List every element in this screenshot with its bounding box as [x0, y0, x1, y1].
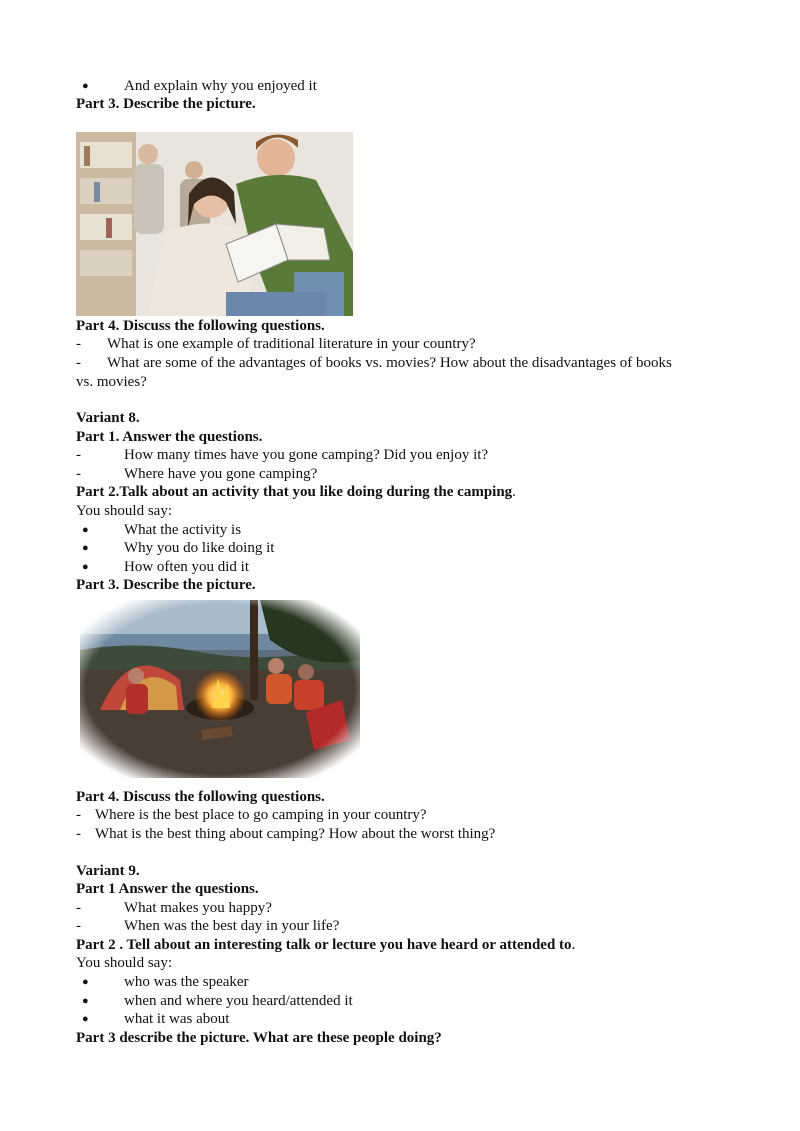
part2-heading: [76, 483, 516, 501]
dash-marker: -: [76, 355, 81, 371]
bullet-marker: ●: [82, 995, 89, 1007]
part2-heading: [76, 936, 575, 954]
you-should-say: You should say:: [76, 503, 172, 519]
question-text: When was the best day in your life?: [124, 918, 340, 934]
part3-heading: Part 3. Describe the picture.: [76, 577, 256, 593]
dash-marker: -: [76, 918, 81, 934]
question-text: Where is the best place to go camping in your country?: [95, 807, 427, 823]
part2-heading-bold: Part 2.Talk about an activity that you like doing during the camping: [76, 484, 513, 500]
bullet-marker: ●: [82, 976, 89, 988]
bullet-marker: ●: [82, 1013, 89, 1025]
bullet-text: What the activity is: [124, 522, 242, 538]
bullet-text: And explain why you enjoyed it: [124, 78, 317, 94]
part1-heading: Part 1 Answer the questions.: [76, 881, 259, 897]
question-text: What are some of the advantages of books vs. movies? How about the disadvantages of books: [107, 355, 672, 371]
part2-heading-bold: Part 2 . Tell about an interesting talk or lecture you have heard or attended to: [76, 937, 572, 953]
bullet-text: Why you do like doing it: [124, 540, 275, 556]
question-text: How many times have you gone camping? Did you enjoy it?: [124, 447, 489, 463]
bullet-marker: ●: [82, 524, 89, 536]
question-text: Where have you gone camping?: [124, 466, 318, 482]
dash-marker: -: [76, 447, 81, 463]
question-text-continued: vs. movies?: [76, 374, 147, 390]
you-should-say: You should say:: [76, 955, 172, 971]
bullet-marker: ●: [82, 561, 89, 573]
question-text: What is the best thing about camping? How about the worst thing?: [95, 826, 496, 842]
dash-marker: -: [76, 826, 81, 842]
bullet-text: How often you did it: [124, 559, 249, 575]
dash-marker: -: [76, 336, 81, 352]
variant-9-title: Variant 9.: [76, 863, 140, 879]
question-text: What makes you happy?: [124, 900, 272, 916]
part2-heading-end: .: [512, 484, 516, 500]
bullet-text: when and where you heard/attended it: [124, 993, 353, 1009]
part1-heading: Part 1. Answer the questions.: [76, 429, 263, 445]
part4-heading: Part 4. Discuss the following questions.: [76, 789, 325, 805]
bullet-text: what it was about: [124, 1011, 230, 1027]
dash-marker: -: [76, 466, 81, 482]
library-reading-photo: [76, 132, 353, 316]
bullet-marker: ●: [82, 542, 89, 554]
part3-heading: Part 3 describe the picture. What are these people doing?: [76, 1030, 442, 1046]
part3-heading: Part 3. Describe the picture.: [76, 96, 256, 112]
variant-8-title: Variant 8.: [76, 410, 140, 426]
campfire-photo: [80, 600, 360, 778]
bullet-marker: ●: [82, 80, 89, 92]
bullet-text: who was the speaker: [124, 974, 249, 990]
part4-heading: Part 4. Discuss the following questions.: [76, 318, 325, 334]
question-text: What is one example of traditional literature in your country?: [107, 336, 476, 352]
dash-marker: -: [76, 807, 81, 823]
part2-heading-end: .: [571, 937, 576, 953]
dash-marker: -: [76, 900, 81, 916]
